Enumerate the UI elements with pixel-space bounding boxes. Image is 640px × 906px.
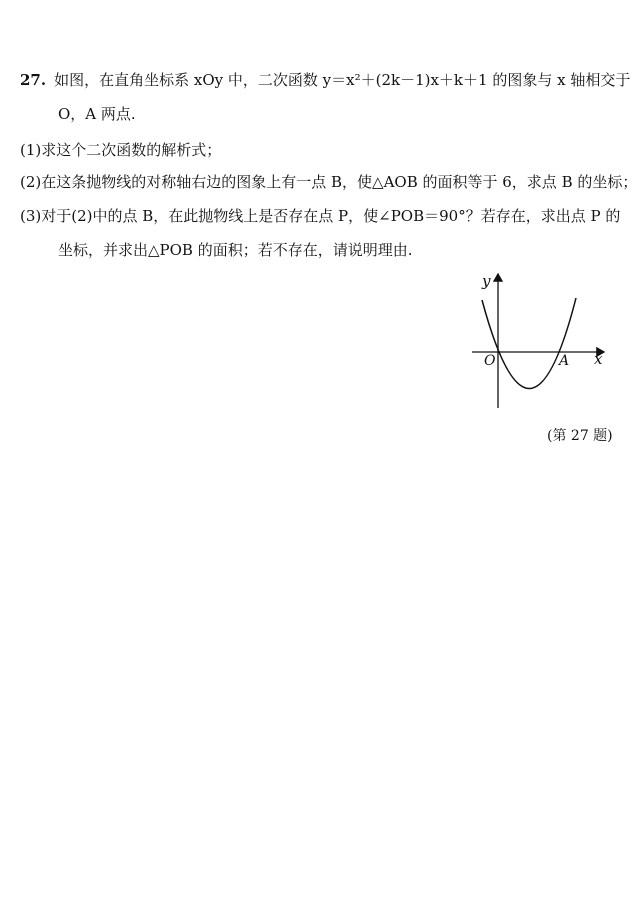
parabola-figure [466,268,616,414]
problem-stem-text: 如图，在直角坐标系 xOy 中，二次函数 y＝x²＋(2k－1)x＋k＋1 的图象与 x 轴相交于 [54,71,631,89]
question-2: (2)在这条抛物线的对称轴右边的图象上有一点 B，使△AOB 的面积等于 6，求点 B 的坐标； [20,173,638,191]
problem-number: 27. [20,71,47,89]
point-a-label: A [559,353,570,369]
origin-label: O [484,353,496,369]
problem-stem-line-2: O，A 两点. [58,105,136,123]
x-axis-label: x [594,350,603,368]
figure-caption: (第 27 题) [547,428,613,444]
question-3-line-2: 坐标，并求出△POB 的面积；若不存在，请说明理由. [58,241,413,259]
question-1: (1)求这个二次函数的解析式； [20,141,222,159]
parabola-curve [482,298,576,389]
question-3-line-1: (3)对于(2)中的点 B，在此抛物线上是否存在点 P，使∠POB＝90°？若存在，求出点 P 的 [20,207,621,225]
problem-stem-line-1 [20,70,630,90]
y-axis-label: y [482,272,491,290]
